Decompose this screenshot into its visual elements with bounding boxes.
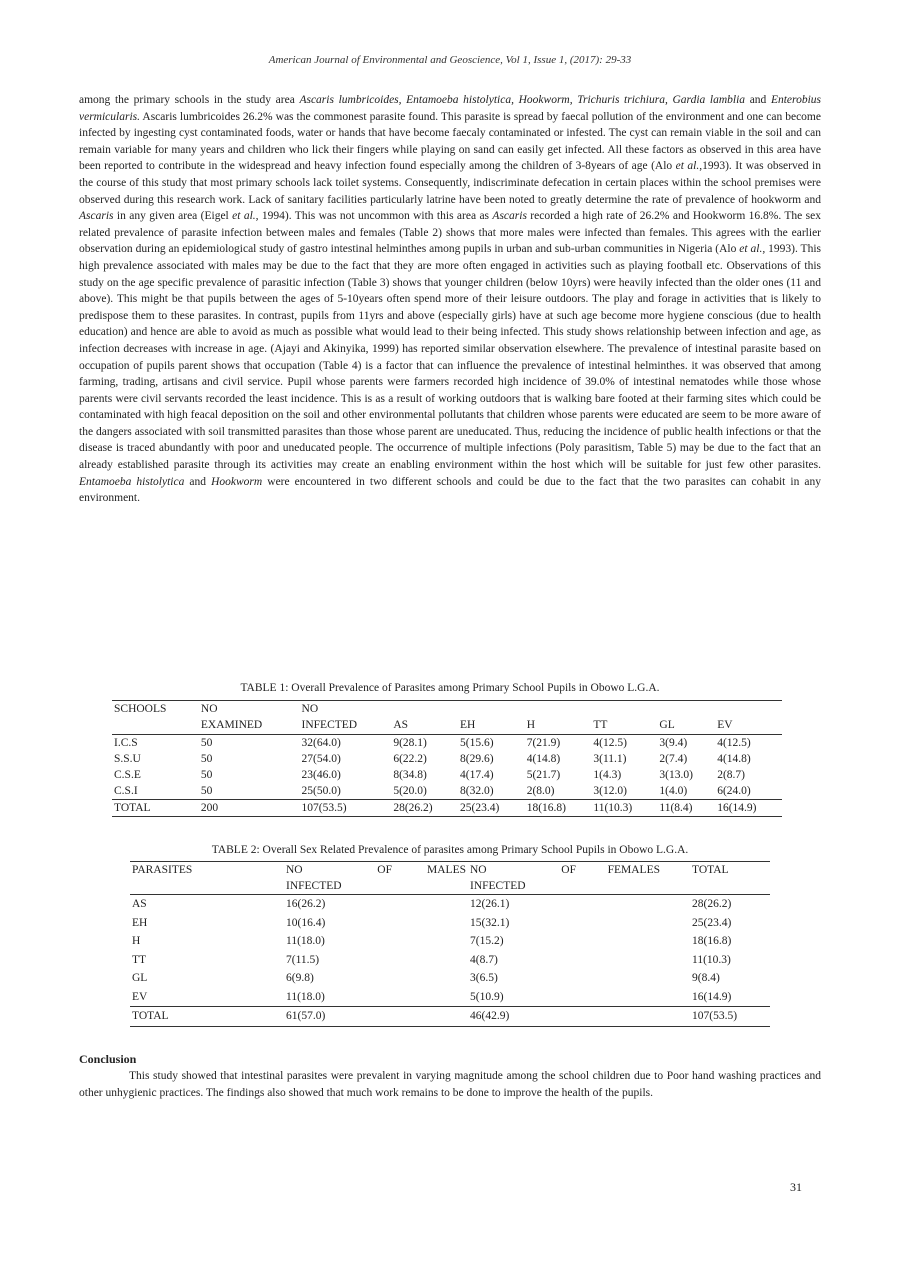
table1-cell: 2(8.7) [717,769,746,781]
table1-cell: 3(13.0) [659,769,693,781]
table2-header-cell: PARASITES [132,864,193,876]
running-header: American Journal of Environmental and Geoscience, Vol 1, Issue 1, (2017): 29-33 [268,54,632,66]
table2-cell: 5(10.9) [470,990,504,1003]
table1-cell: 3(11.1) [593,753,627,765]
table1-cell: 4(17.4) [460,769,494,781]
table1-total-cell: 16(14.9) [715,800,782,817]
table1-header-cell: NO [200,703,218,715]
table2-header-cell: INFECTED [284,878,468,895]
table2-cell: AS [132,898,147,910]
table1-cell: 5(21.7) [526,769,561,781]
table2-header-cell: FEMALES [607,864,660,876]
table2-cell: 11(18.0) [286,990,325,1003]
table2-cell: 3(6.5) [470,972,498,984]
table2-cell: 12(26.1) [470,898,510,910]
table2-cell: EH [132,916,148,929]
table1-total-cell: TOTAL [112,800,199,817]
table1-header-row2 [112,717,782,735]
table1-cell: 4(12.5) [593,737,627,749]
table1-cell: 9(28.1) [393,737,427,749]
table1-header-cell [391,701,458,718]
table1-header-cell [657,701,715,718]
table2-total-cell: 46(42.9) [468,1007,662,1027]
table2 [130,861,770,1027]
table1-cell: C.S.E [114,769,141,781]
table2-cell: 16(26.2) [286,898,326,910]
discussion-paragraph: among the primary schools in the study area Ascaris lumbricoides, Entamoeba histolytica, Hookworm, Trichuris trichiura, Gardia lamblia and Enterobius vermicularis. Ascaris lumbricoides 26.2% was the commonest parasite found. This parasite is spread by faecal pollution of the environment and one can become infected by ingesting cyst contaminated foods, water or hands that have become faecaly contaminated or infested. The cyst can remain viable in the soil and can remain variable for many years and children who lick their fingers while playing on sand can easily get infected. All these factors as observed in this area have been reported to contribute in the widespread and heavy infection found especially among the children of 3-8years of age (Alo et al.,1993). It was observed in the course of this study that most primary schools lack toilet systems. Consequently, indiscriminate defecation in certain places within the school premises were observed during this research work. Lack of sanitary facilities particularly latrine have been noted to greatly determine the rate of prevalence of hookworm and Ascaris in any given area (Eigel et al., 1994). This was not uncommon with this area as Ascaris recorded a high rate of 26.2% and Hookworm 16.8%. The sex related prevalence of parasite infection between males and females (Table 2) shows that more males were infected than females. This agrees with the earlier observation during an epidemiological study of gastro intestinal helminthes among pupils in urban and sub-urban communities in Nigeria (Alo et al., 1993). This high prevalence associated with males may be due to the fact that they are more often engaged in activities such as playing football etc. Observations of this study on the age specific prevalence of parasitic infection (Table 3) shows that younger children (below 10yrs) were heavily infected than the older ones (11 and above). This might be that pupils between the ages of 5-10years often spend more of their leisure outdoors. The play and forage in activities that is likely to predispose them to these parasites. In contrast, pupils from 11yrs and above (especially girls) have at such age become more hygiene conscious (due to health education) and hence are able to avoid as much as possible what would lead to their being infected. This study shows relationship between infection and age, as infection decreases with increase in age. (Ajayi and Akinyika, 1999) has reported similar observation elsewhere. The prevalence of intestinal parasite based on occupation of pupils parent shows that occupation (Table 4) is a factor that can influence the prevalence of intestinal helminthes. it was observed that among farming, trading, artisans and civil service. Pupil whose parents were farmers recorded high incidence of 39.0% of intestinal nematodes while those whose parents were civil servants recorded the least incidence. This is as a result of working outdoors that is walking bare footed at their farming sites which could be contaminated with high feacal deposition on the soil and other environmental pollutants that children whose parents were educated are seem to be more aware of the dangers associated with soil transmitted parasites than those whose parent are uneducated. Thus, reducing the incidence of public health infections or that the disease is traced abundantly with poor and uneducated people. The occurrence of multiple infections (Poly parasitism, Table 5) may be due to the fact that an already established parasite through its activities may create an enabling environment within the host which will be suitable for just few other parasites. Entamoeba histolytica and Hookworm were encountered in two different schools and could be due to the fact that the two parasites can cohabit in any environment. [79,94,822,505]
table2-cell: GL [132,972,148,984]
table2-cell: 11(18.0) [286,935,325,947]
table1-caption: TABLE 1: Overall Prevalence of Parasites among Primary School Pupils in Obowo L.G.A. [240,682,660,694]
table1-cell: S.S.U [114,753,141,765]
table1-cell: 23(46.0) [301,769,341,781]
table1-cell: 3(12.0) [593,785,627,797]
table1-total-cell: 28(26.2) [391,800,458,817]
table-total-row [130,1007,770,1027]
table1-cell: 50 [200,753,213,765]
table1-total-cell: 18(16.8) [525,800,592,817]
table2-cell: EV [132,990,148,1003]
table1-header-cell: EH [458,717,525,735]
table2-header-cell: INFECTED [468,878,770,895]
table1-cell: 6(22.2) [393,753,427,765]
table2-total-cell: 107(53.5) [662,1007,770,1027]
table1-header-cell: SCHOOLS [114,703,167,715]
table1-cell: 1(4.0) [659,785,688,797]
table1-cell: 2(7.4) [659,753,688,765]
table1-cell: 50 [200,785,213,797]
table1-cell: 8(32.0) [460,785,494,797]
table1-cell: 50 [200,769,213,781]
table1-header-cell: H [525,717,592,735]
table-row [130,932,770,951]
table1-cell: 7(21.9) [526,737,561,749]
table1-cell: 4(14.8) [717,753,751,765]
table1-total-cell: 11(10.3) [591,800,657,817]
table1-cell: 2(8.0) [526,785,555,797]
table-row [112,735,782,752]
table1-cell: 4(12.5) [717,737,751,749]
table-row [130,895,770,914]
table1-total-cell: 25(23.4) [458,800,525,817]
table2-cell: 10(16.4) [286,916,326,929]
table2-header-cell: NO [470,864,487,876]
table1-cell: 6(24.0) [717,785,751,797]
conclusion-paragraph: This study showed that intestinal parasites were prevalent in varying magnitude among the school children due to Poor hand washing practices and other unhygienic practices. The findings also showed that much work remains to be done to improve the health of the pupils. [79,1070,821,1099]
table2-cell: 4(8.7) [470,953,498,966]
table1-header-cell [591,701,657,718]
table2-header-cell: TOTAL [692,864,729,876]
table1-cell: 50 [200,737,213,749]
table1-header-cell: TT [591,717,657,735]
table1-header-cell [525,701,592,718]
table2-cell: 28(26.2) [692,898,732,910]
table2-cell: 18(16.8) [692,935,732,947]
table1-header-cell: EV [715,717,782,735]
table1-header-cell [715,701,782,718]
table2-header-cell: OF [377,864,392,876]
table1-total-cell: 11(8.4) [657,800,715,817]
table-row [112,783,782,800]
table1-total-cell: 200 [199,800,300,817]
table2-cell: 11(10.3) [692,953,731,966]
table1-cell: 1(4.3) [593,769,622,781]
table1-cell: 8(34.8) [393,769,427,781]
table1-header-cell [112,717,199,735]
table1-cell: 25(50.0) [301,785,341,797]
table1-header-cell: INFECTED [300,717,392,735]
table1-header-cell: EXAMINED [199,717,300,735]
table1-header-cell [458,701,525,718]
table2-cell: 9(8.4) [692,972,720,984]
table1-cell: 27(54.0) [301,753,341,765]
table-row [130,969,770,988]
table-row [130,951,770,970]
table-row [130,988,770,1007]
table2-header-cell: NO [286,864,303,876]
table2-header-row2 [130,878,770,895]
table2-header-cell: OF [561,864,576,876]
conclusion-heading: Conclusion [79,1052,137,1066]
table2-cell: 25(23.4) [692,916,732,929]
table1-cell: 5(20.0) [393,785,427,797]
table2-cell: TT [132,953,147,966]
table1-header-row1 [112,701,782,718]
table1-cell: 3(9.4) [659,737,688,749]
table1-header-cell: NO [301,703,319,715]
table1-cell: 5(15.6) [460,737,494,749]
table1-cell: C.S.I [114,785,138,797]
table1-cell: 4(14.8) [526,753,561,765]
table2-cell: 7(15.2) [470,935,504,947]
table1-cell: 8(29.6) [460,753,494,765]
table1 [112,700,782,817]
table-row [130,914,770,933]
table2-header-cell: MALES [427,864,466,876]
table2-header-row1 [130,862,770,879]
page-number: 31 [790,1180,802,1194]
table2-cell: 6(9.8) [286,972,314,984]
table1-header-cell: AS [391,717,458,735]
table2-total-cell: 61(57.0) [284,1007,468,1027]
table2-cell: H [132,935,141,947]
table2-cell: 7(11.5) [286,953,320,966]
table-total-row [112,800,782,817]
table2-caption: TABLE 2: Overall Sex Related Prevalence of parasites among Primary School Pupils in Obowo L.G.A. [211,844,689,856]
table1-cell: I.C.S [114,737,138,749]
table2-header-cell [130,878,284,895]
table2-total-cell: TOTAL [130,1007,284,1027]
table1-total-cell: 107(53.5) [300,800,392,817]
table1-cell: 32(64.0) [301,737,341,749]
table-row [112,767,782,783]
table1-header-cell: GL [657,717,715,735]
table-row [112,751,782,767]
table2-cell: 15(32.1) [470,916,510,929]
table2-cell: 16(14.9) [692,990,732,1003]
